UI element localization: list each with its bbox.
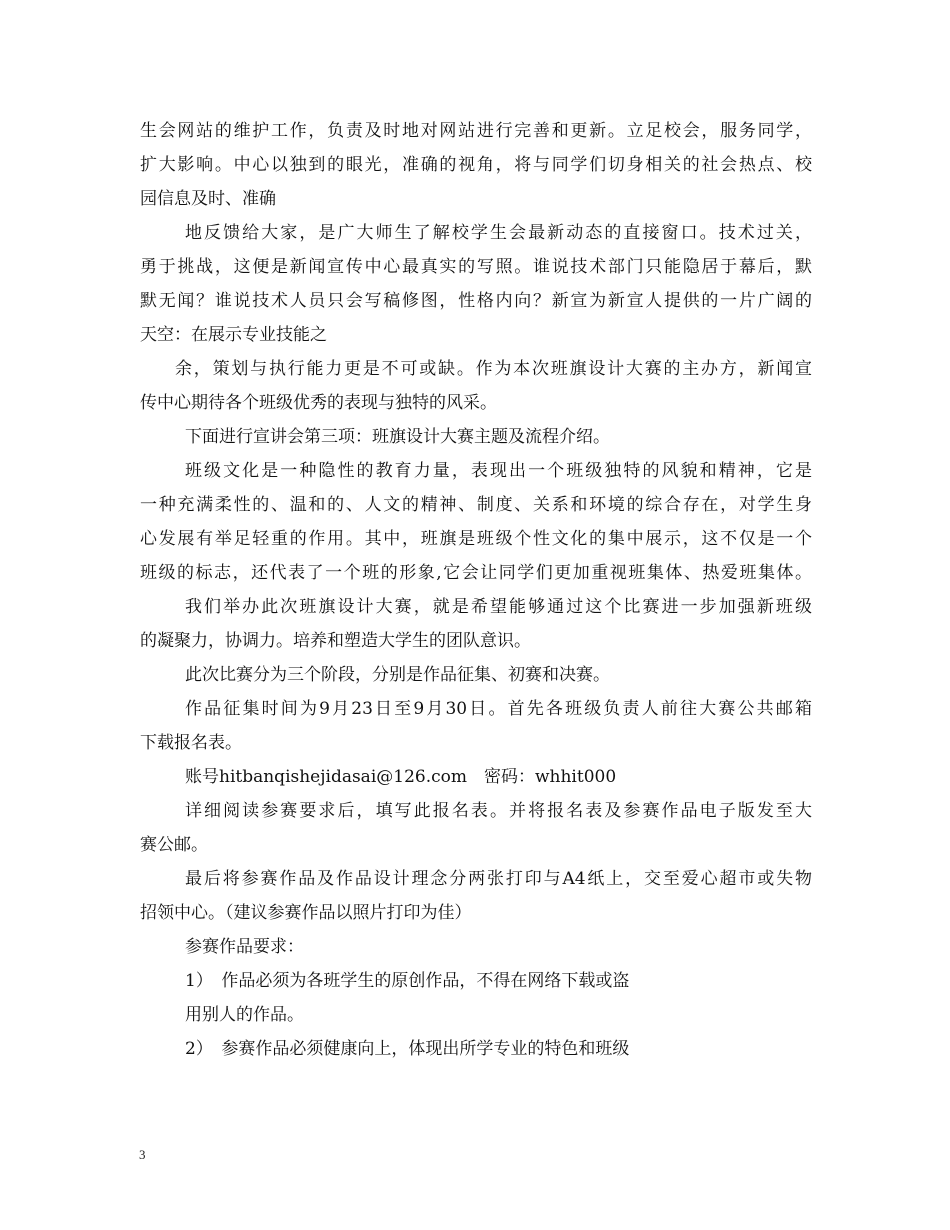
list-item-line: 用别人的作品。	[185, 1005, 304, 1025]
paragraph-line: 默无闻？谁说技术人员只会写稿修图，性格内向？新宣为新宣人提供的一片广阔的	[140, 291, 812, 311]
paragraph-line: 赛公邮。	[140, 835, 208, 855]
account-credentials-line: 账号hitbanqishejidasai@126.com 密码：whhit000	[185, 767, 617, 787]
paragraph-line: 最后将参赛作品及作品设计理念分两张打印与A4纸上，交至爱心超市或失物	[185, 869, 812, 889]
paragraph-line: 地反馈给大家，是广大师生了解校学生会最新动态的直接窗口。技术过关，	[185, 223, 812, 243]
paragraph-line: 心发展有举足轻重的作用。其中，班旗是班级个性文化的集中展示，这不仅是一个	[140, 529, 812, 549]
paragraph-line: 作品征集时间为9月23日至9月30日。首先各班级负责人前往大赛公共邮箱	[185, 699, 812, 719]
section-heading-line: 参赛作品要求：	[185, 937, 304, 957]
paragraph-line: 此次比赛分为三个阶段，分别是作品征集、初赛和决赛。	[185, 665, 610, 685]
paragraph-line: 生会网站的维护工作，负责及时地对网站进行完善和更新。立足校会，服务同学，	[140, 121, 812, 141]
paragraph-line: 详细阅读参赛要求后，填写此报名表。并将报名表及参赛作品电子版发至大	[185, 801, 812, 821]
paragraph-line: 班级的标志，还代表了一个班的形象,它会让同学们更加重视班集体、热爱班集体。	[140, 563, 812, 583]
paragraph-line: 班级文化是一种隐性的教育力量，表现出一个班级独特的风貌和精神，它是	[185, 461, 812, 481]
paragraph-line: 天空：在展示专业技能之	[140, 325, 327, 345]
list-item-line: 1） 作品必须为各班学生的原创作品，不得在网络下载或盗	[185, 971, 630, 991]
page-number: 3	[139, 1147, 146, 1162]
paragraph-line: 我们举办此次班旗设计大赛，就是希望能够通过这个比赛进一步加强新班级	[185, 597, 812, 617]
paragraph-line: 勇于挑战，这便是新闻宣传中心最真实的写照。谁说技术部门只能隐居于幕后，默	[140, 257, 812, 277]
list-item-line: 2） 参赛作品必须健康向上，体现出所学专业的特色和班级	[185, 1039, 630, 1059]
document-body	[140, 114, 812, 1066]
paragraph-line: 一种充满柔性的、温和的、人文的精神、制度、关系和环境的综合存在，对学生身	[140, 495, 812, 515]
paragraph-line: 园信息及时、准确	[140, 189, 276, 209]
paragraph-line: 扩大影响。中心以独到的眼光，准确的视角，将与同学们切身相关的社会热点、校	[140, 155, 812, 175]
paragraph-line: 余，策划与执行能力更是不可或缺。作为本次班旗设计大赛的主办方，新闻宣	[175, 359, 812, 379]
paragraph-line: 下载报名表。	[140, 733, 242, 753]
paragraph-line: 下面进行宣讲会第三项：班旗设计大赛主题及流程介绍。	[185, 427, 610, 447]
paragraph-line: 的凝聚力，协调力。培养和塑造大学生的团队意识。	[140, 631, 531, 651]
paragraph-line: 传中心期待各个班级优秀的表现与独特的风采。	[140, 393, 497, 413]
paragraph-line: 招领中心。（建议参赛作品以照片打印为佳）	[140, 903, 472, 923]
